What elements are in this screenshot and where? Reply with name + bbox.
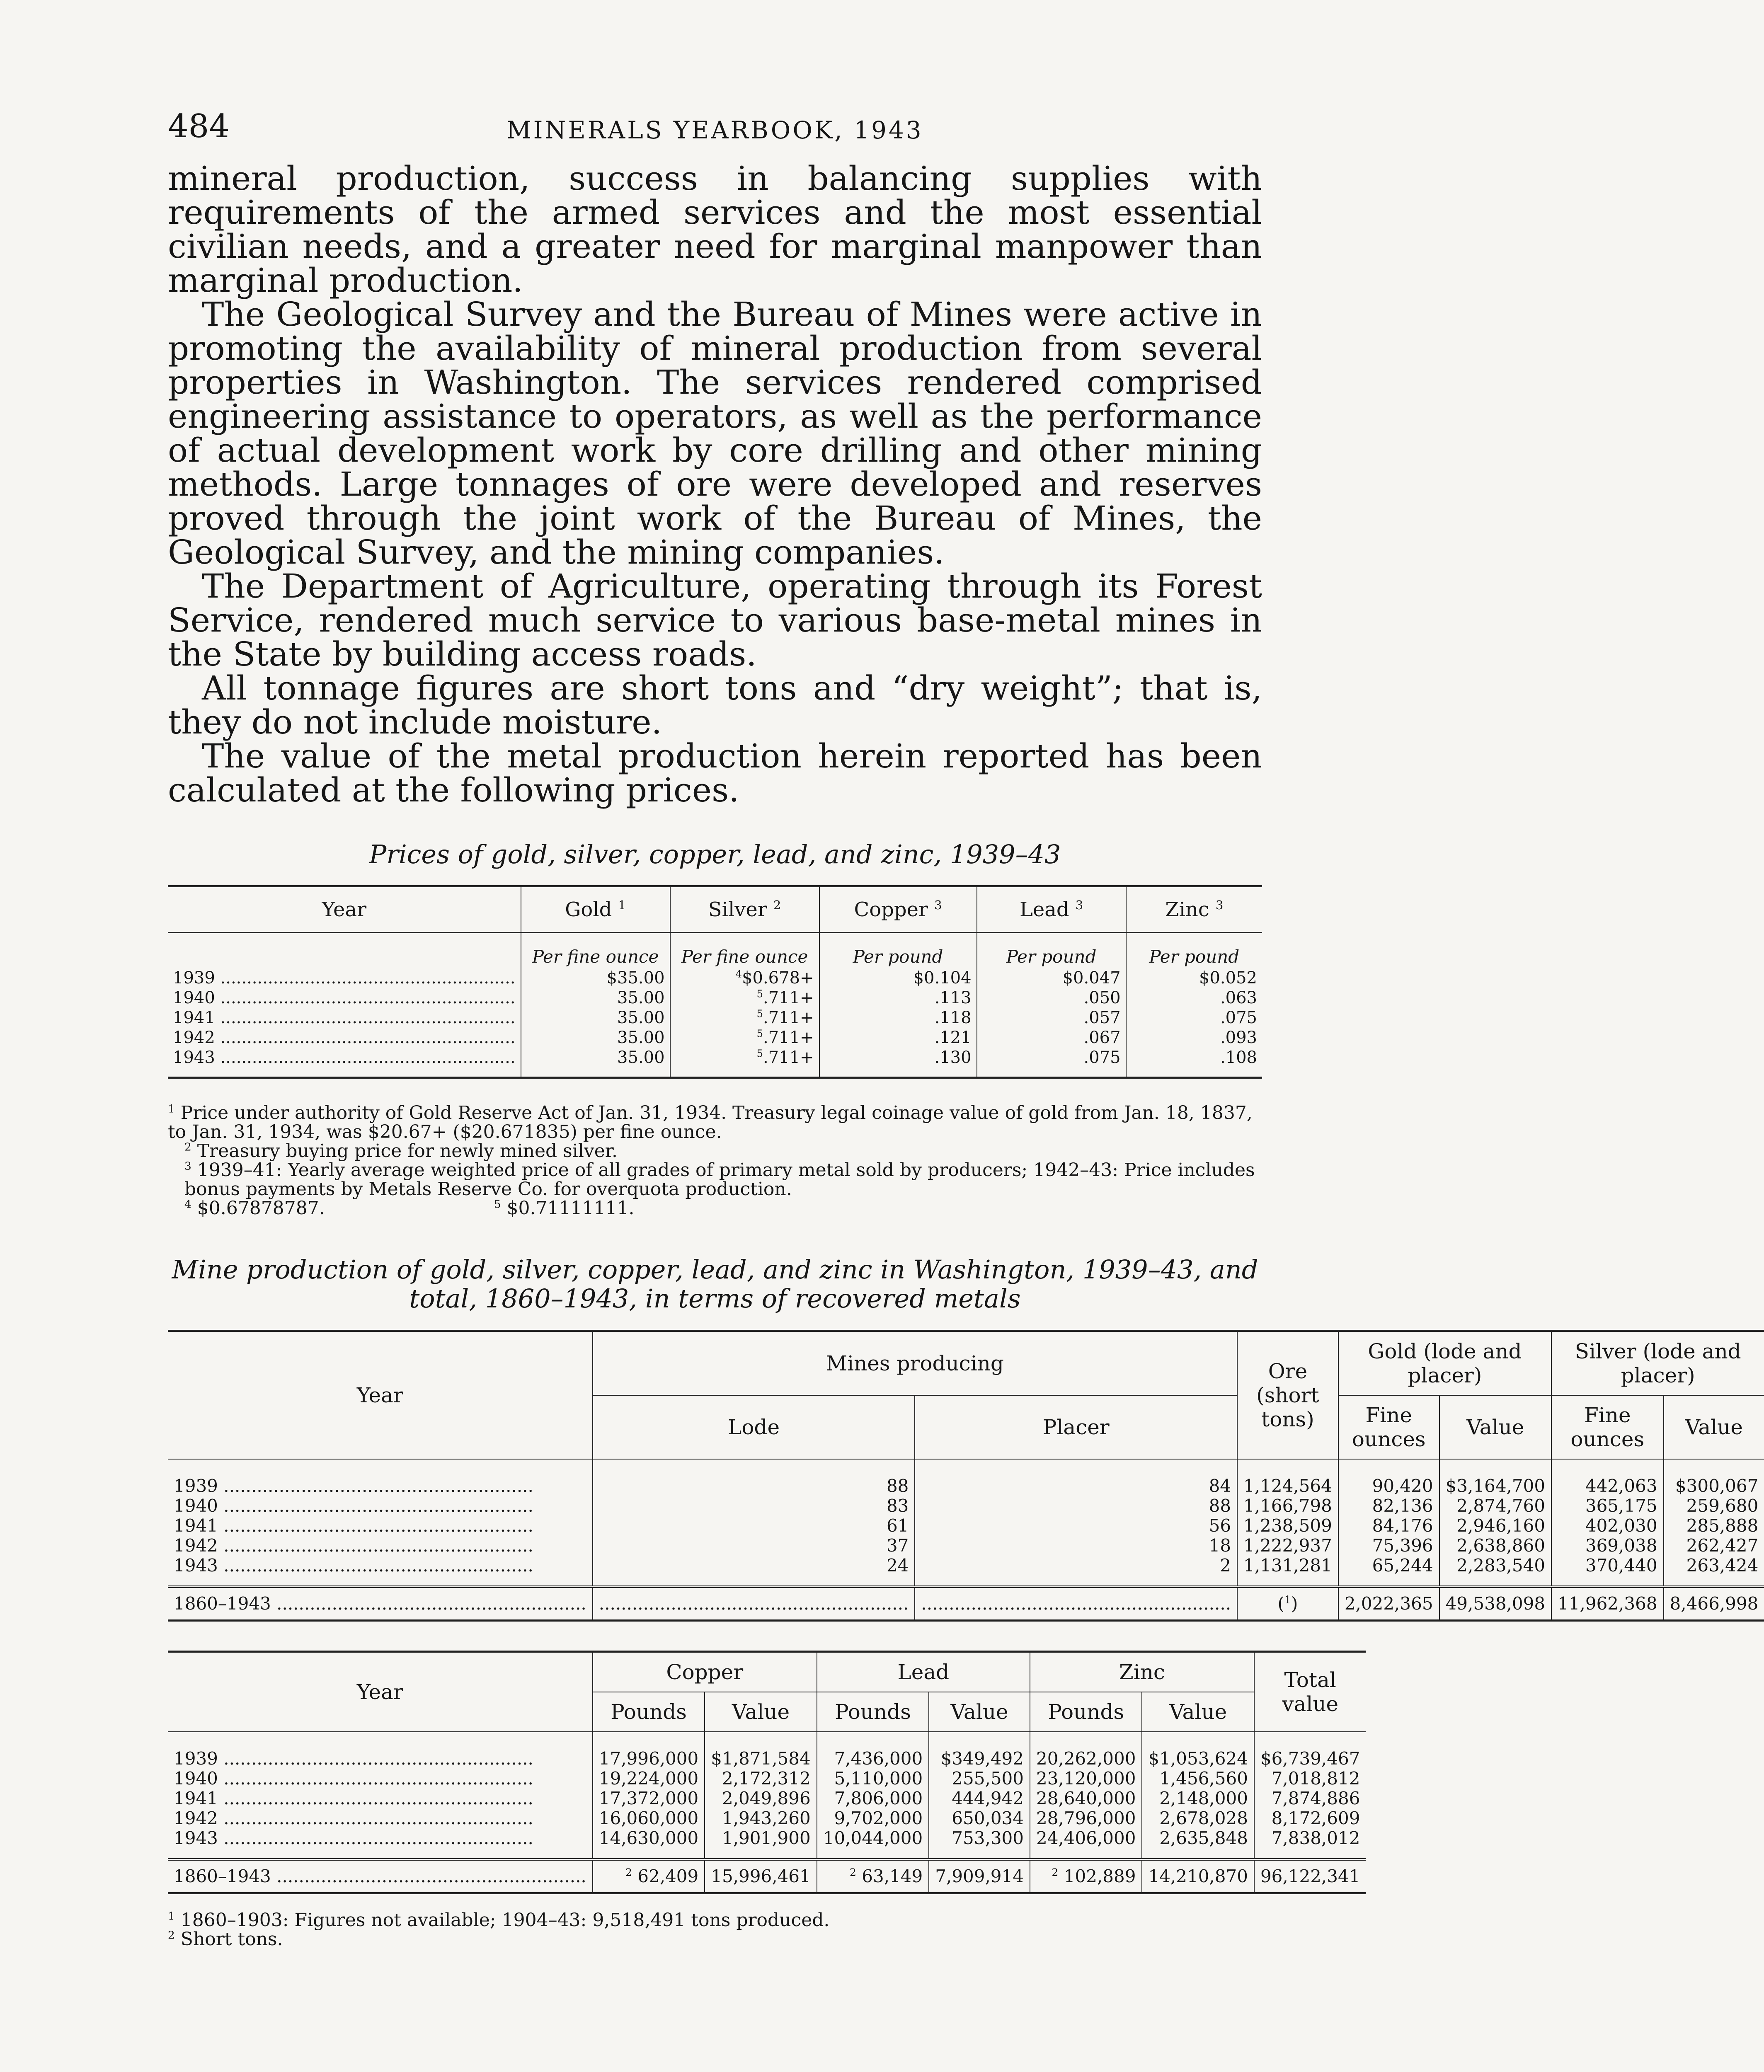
page bbox=[168, 108, 1759, 1950]
col-header-gold-oz: Fine ounces bbox=[1338, 1395, 1439, 1459]
prices-footnotes bbox=[168, 1104, 1262, 1218]
table-row: 1943 ..... 24 2 1,131,281 65,244 2,283,540 370,440 263,424 bbox=[168, 1556, 1764, 1587]
col-header-gold: Gold $^1$ bbox=[521, 886, 670, 933]
unit-label: Per pound bbox=[1126, 933, 1262, 968]
paragraph: The Department of Agriculture, operating through its Forest Service, rendered much service to various base-metal mines in the State by building access roads. bbox=[168, 567, 1262, 673]
table-row: 1939 ..... $35.00 $^4$\$0.678+ $0.104 $0.047 $0.052 bbox=[168, 968, 1262, 988]
unit-label: Per fine ounce bbox=[521, 933, 670, 968]
col-header-zinc-value: Value bbox=[1142, 1692, 1254, 1732]
table-row: 1941 ..... 61 56 1,238,509 84,176 2,946,160 402,030 285,888 bbox=[168, 1516, 1764, 1536]
footnote: $^1$ 1860–1903: Figures not available; 1904–43: 9,518,491 tons produced. bbox=[168, 1910, 830, 1931]
prices-table-caption: Prices of gold, silver, copper, lead, and zinc, 1939–43 bbox=[369, 839, 1061, 869]
col-header-lead: Lead bbox=[817, 1652, 1030, 1692]
col-header-ore: Ore (short tons) bbox=[1237, 1331, 1338, 1460]
col-header-total-value: Total value bbox=[1254, 1652, 1366, 1732]
running-title: MINERALS YEARBOOK, 1943 bbox=[506, 116, 923, 144]
paragraph: The Geological Survey and the Bureau of Mines were active in promoting the availability of mineral production from several properties in Washington. The services rendered comprised engineering assistance to operators, as well as the performance of actual development work by core drilling and other mining methods. Large tonnages of ore were developed and reserves proved through the joint work of the Bureau of Mines, the Geological Survey, and the mining companies. bbox=[168, 295, 1262, 571]
table-row: 1941 ..... 17,372,000 2,049,896 7,806,000 444,942 28,640,000 2,148,000 7,874,886 bbox=[168, 1789, 1366, 1808]
production-table-caption: Mine production of gold, silver, copper, lead, and zinc in Washington, 1939–43, and total, 1860–1943, in terms of recovered metals bbox=[172, 1254, 1258, 1314]
col-header-lead-value: Value bbox=[929, 1692, 1030, 1732]
table-row: 1940 ..... 19,224,000 2,172,312 5,110,000 255,500 23,120,000 1,456,560 7,018,812 bbox=[168, 1769, 1366, 1789]
table-row: 1943 ..... 14,630,000 1,901,900 10,044,000 753,300 24,406,000 2,635,848 7,838,012 bbox=[168, 1828, 1366, 1859]
table-row: 1940 ..... 83 88 1,166,798 82,136 2,874,760 365,175 259,680 bbox=[168, 1496, 1764, 1516]
table-row: 1939 ..... 17,996,000 $1,871,584 7,436,000 $349,492 20,262,000 $1,053,624 $6,739,467 bbox=[168, 1732, 1366, 1769]
col-header-year: Year bbox=[168, 1331, 593, 1460]
col-header-zinc-pounds: Pounds bbox=[1030, 1692, 1142, 1732]
col-header-year: Year bbox=[168, 886, 521, 933]
table-row: 1940 ..... 35.00 $^5$.711+ .113 .050 .063 bbox=[168, 988, 1262, 1008]
col-header-copper-value: Value bbox=[705, 1692, 817, 1732]
table-row: 1942 ..... 35.00 $^5$.711+ .121 .067 .093 bbox=[168, 1028, 1262, 1048]
col-header-silver: Silver (lode and placer) bbox=[1551, 1331, 1764, 1396]
col-header-zinc: Zinc bbox=[1030, 1652, 1254, 1692]
col-header-year: Year bbox=[168, 1652, 593, 1732]
table-row: 1942 ..... 16,060,000 1,943,260 9,702,000 650,034 28,796,000 2,678,028 8,172,609 bbox=[168, 1808, 1366, 1828]
paragraph: The value of the metal production herein reported has been calculated at the following prices. bbox=[168, 737, 1262, 809]
table-row: 1939 ..... 88 84 1,124,564 90,420 $3,164,700 442,063 $300,067 bbox=[168, 1459, 1764, 1496]
unit-label: Per pound bbox=[977, 933, 1126, 968]
prices-table bbox=[168, 885, 1262, 1079]
unit-label: Per pound bbox=[819, 933, 977, 968]
col-header-lead: Lead $^3$ bbox=[977, 886, 1126, 933]
footnote: $^1$ Price under authority of Gold Reserve Act of Jan. 31, 1934. Treasury legal coinage value of gold from Jan. 18, 1837, to Jan. 31, 1934, was $20.67+ ($20.671835) per fine ounce. bbox=[168, 1102, 1253, 1143]
col-header-mines-producing: Mines producing bbox=[593, 1331, 1237, 1396]
table-row: 1941 ..... 35.00 $^5$.711+ .118 .057 .075 bbox=[168, 1008, 1262, 1028]
col-header-gold-value: Value bbox=[1439, 1395, 1551, 1459]
production-table-part1 bbox=[168, 1330, 1764, 1622]
col-header-placer: Placer bbox=[915, 1395, 1237, 1459]
page-header bbox=[168, 108, 1262, 157]
page-number: 484 bbox=[168, 108, 230, 145]
body-text bbox=[168, 159, 1262, 809]
col-header-copper: Copper bbox=[593, 1652, 817, 1692]
total-row: 1860–1943 ..... ..... ..... ($^1$) 2,022,365 49,538,098 11,962,368 8,466,998 bbox=[168, 1587, 1764, 1621]
footnote: $^2$ Treasury buying price for newly mined silver. bbox=[184, 1140, 618, 1162]
unit-label: Per fine ounce bbox=[670, 933, 819, 968]
units-row bbox=[168, 933, 1262, 968]
col-header-lode: Lode bbox=[593, 1395, 915, 1459]
col-header-copper: Copper $^3$ bbox=[819, 886, 977, 933]
production-footnotes bbox=[168, 1911, 1262, 1949]
table-row: 1943 ..... 35.00 $^5$.711+ .130 .075 .108 bbox=[168, 1048, 1262, 1078]
footnote: $^3$ 1939–41: Yearly average weighted price of all grades of primary metal sold by producers; 1942–43: Price includes bonus payments by Metals Reserve Co. for overquota production. bbox=[184, 1159, 1255, 1200]
total-row: 1860–1943 ..... $^2$ 62,409 15,996,461 $^2$ 63,149 7,909,914 $^2$ 102,889 14,210,870 96,122,341 bbox=[168, 1859, 1366, 1893]
production-table-part2 bbox=[168, 1651, 1366, 1894]
footnote: $^2$ Short tons. bbox=[168, 1929, 283, 1950]
col-header-gold: Gold (lode and placer) bbox=[1338, 1331, 1551, 1396]
col-header-silver-oz: Fine ounces bbox=[1551, 1395, 1663, 1459]
paragraph: mineral production, success in balancing supplies with requirements of the armed services and the most essential civilian needs, and a greater need for marginal manpower than marginal production. bbox=[168, 159, 1262, 300]
paragraph: All tonnage figures are short tons and “dry weight”; that is, they do not include moisture. bbox=[168, 669, 1262, 741]
col-header-zinc: Zinc $^3$ bbox=[1126, 886, 1262, 933]
col-header-silver: Silver $^2$ bbox=[670, 886, 819, 933]
col-header-silver-value: Value bbox=[1664, 1395, 1764, 1459]
table-row: 1942 ..... 37 18 1,222,937 75,396 2,638,860 369,038 262,427 bbox=[168, 1536, 1764, 1556]
footnote: $^4$ $0.67878787. $^5$ $0.71111111. bbox=[184, 1198, 635, 1219]
col-header-copper-pounds: Pounds bbox=[593, 1692, 705, 1732]
col-header-lead-pounds: Pounds bbox=[817, 1692, 929, 1732]
